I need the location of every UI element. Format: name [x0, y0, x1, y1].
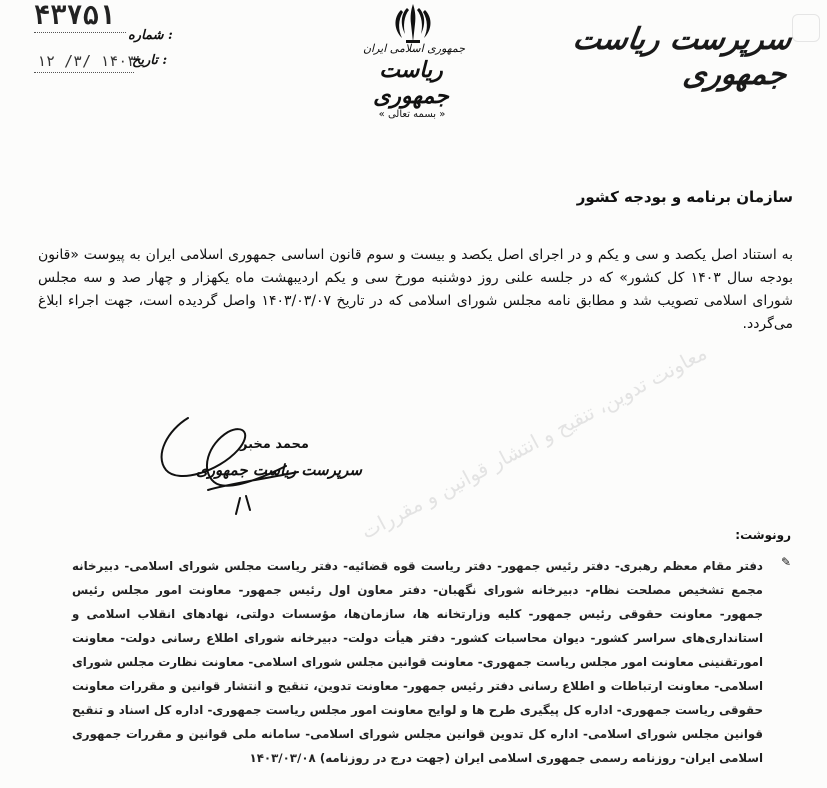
date-label: تاریخ : — [132, 53, 168, 68]
signer-title: سرپرست ریاست جمهوری — [196, 461, 362, 479]
signer-name: محمد مخبر — [240, 437, 309, 452]
cc-bullet-icon: ✎ — [780, 555, 791, 569]
body-paragraph: به استناد اصل یکصد و سی و یکم و در اجرای اصل یکصد و بیست و سوم قانون اساسی جمهوری اسلامی ایران به پیوست «قانون بودجه سال ۱۴۰۳ کل کشور» که در جلسه علنی روز دوشنبه مورخ سی و یکم اردیبهشت ماه یکهزار و چهار صد و سه مجلس شورای اسلامی تصویب شد و مطابق نامه مجلس شورای اسلامی که در تاریخ ۱۴۰۳/۰۳/۰۷ واصل گردیده است، جهت اجراء ابلاغ می‌گردد. — [38, 247, 794, 332]
letter-body — [38, 244, 793, 356]
emblem-office-text: ریاست جمهوری — [373, 57, 449, 109]
header-title: سرپرست ریاست جمهوری — [570, 22, 794, 92]
recipient: سازمان برنامه و بودجه کشور — [576, 188, 793, 206]
watermark-stamp: معاونت تدوین، تنقیح و انتشار قوانین و مقررات — [357, 340, 711, 544]
number-label: شماره : — [128, 28, 173, 43]
iran-emblem-icon — [390, 2, 436, 44]
letter-date: ۱۲ /۳/ ۱۴۰۳ — [37, 52, 137, 70]
number-dotted-line — [34, 32, 126, 33]
date-dotted-line — [34, 72, 134, 73]
cc-recipients: دفتر مقام معظم رهبری- دفتر رئیس جمهور- دفتر ریاست قوه قضائیه- دفتر ریاست مجلس شورای اسلامی- دبیرخانه مجمع تشخیص مصلحت نظام- دبیرخانه شورای نگهبان- دفتر معاون اول رئیس جمهور- معاونت امور مجلس رئیس جمهور- معاونت حقوقی رئیس جمهور- کلیه وزارتخانه ها، سازمان‌ها، مؤسسات دولتی، نهادهای انقلاب اسلامی و استانداری‌های سراسر کشور- دیوان محاسبات کشور- دفتر هیأت دولت- دبیرخانه شورای اطلاع رسانی دولت- معاونت امورتقنینی معاونت امور مجلس ریاست جمهوری- معاونت قوانین مجلس شورای اسلامی- معاونت نظارت مجلس شورای اسلامی- معاونت ارتباطات و اطلاع رسانی دفتر رئیس جمهور- معاونت تدوین، تنقیح و انتشار قوانین و مقررات معاونت حقوقی ریاست جمهوری- اداره کل پیگیری طرح ها و لوایح معاونت امور مجلس ریاست جمهوری- اداره کل اسناد و تنقیح قوانین مجلس شورای اسلامی- اداره کل تدوین قوانین مجلس شورای اسلامی- سامانه ملی قوانین و مقررات جمهوری اسلامی ایران- روزنامه رسمی جمهوری اسلامی ایران (جهت درج در روزنامه) ۱۴۰۳/۰۳/۰۸ — [72, 559, 763, 765]
emblem-country-text: جمهوری اسلامی ایران — [362, 42, 466, 55]
cc-heading: رونوشت: — [735, 528, 791, 542]
letter-number: ۴۳۷۵۱ — [34, 0, 116, 31]
bismillah-text: « بسمه تعالی » — [378, 109, 446, 120]
corner-logo-mark — [792, 14, 820, 42]
